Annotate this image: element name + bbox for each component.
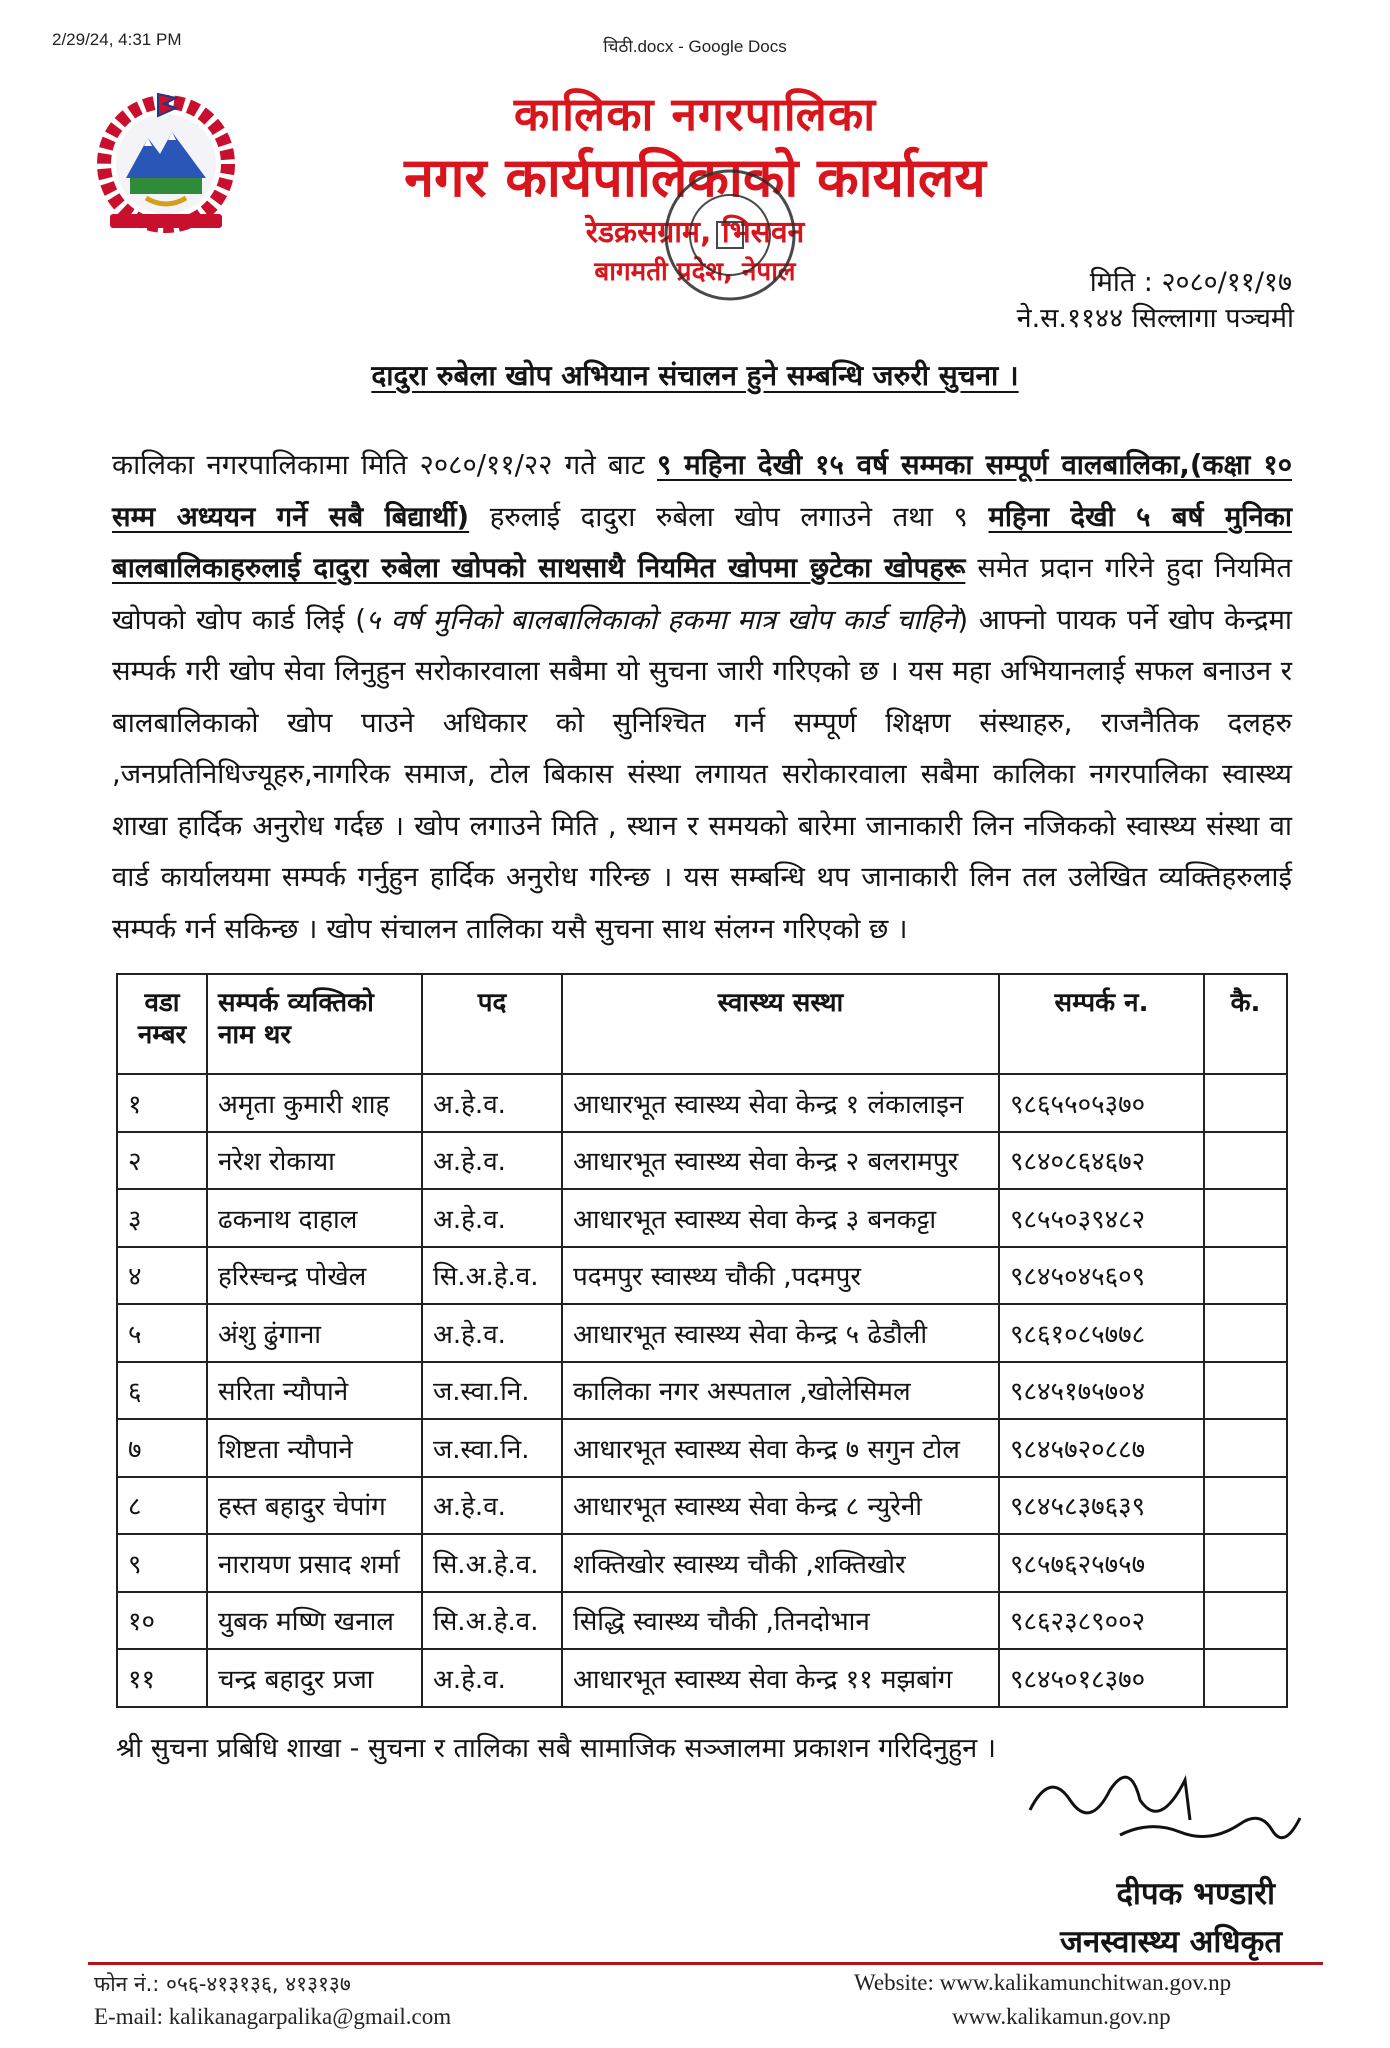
cell-remarks xyxy=(1204,1189,1287,1247)
cell-name: हस्त बहादुर चेपांग xyxy=(207,1477,422,1535)
cell-remarks xyxy=(1204,1649,1287,1707)
table-row xyxy=(117,1362,1287,1420)
cell-position: अ.हे.व. xyxy=(422,1304,562,1362)
cell-phone: ९८४५१७५७०४ xyxy=(999,1362,1204,1420)
table-row xyxy=(117,1074,1287,1132)
table-body xyxy=(117,1074,1287,1707)
cell-ward: ६ xyxy=(117,1362,207,1420)
table-row xyxy=(117,1649,1287,1707)
cell-ward: ७ xyxy=(117,1419,207,1477)
cell-phone: ९८४५७२०८८७ xyxy=(999,1419,1204,1477)
cell-name: हरिस्चन्द्र पोखेल xyxy=(207,1247,422,1305)
handwritten-signature xyxy=(1010,1740,1310,1860)
cell-phone: ९८४५०४५६०९ xyxy=(999,1247,1204,1305)
header-contact-name: सम्पर्क व्यक्तिको नाम थर xyxy=(207,974,422,1074)
table-row xyxy=(117,1534,1287,1592)
cell-remarks xyxy=(1204,1074,1287,1132)
cell-facility: आधारभूत स्वास्थ्य सेवा केन्द्र ५ ढेडौली xyxy=(562,1304,999,1362)
table-row xyxy=(117,1247,1287,1305)
cell-facility: पदमपुर स्वास्थ्य चौकी ,पदमपुर xyxy=(562,1247,999,1305)
header-ward-number: वडा नम्बर xyxy=(117,974,207,1074)
print-date: 2/29/24, 4:31 PM xyxy=(52,30,182,49)
cell-position: अ.हे.व. xyxy=(422,1132,562,1190)
footer-phone: फोन नं.: ०५६-४१३१३६, ४१३१३७ xyxy=(94,1972,351,1996)
cell-remarks xyxy=(1204,1592,1287,1650)
header-health-facility: स्वास्थ्य सस्था xyxy=(562,974,999,1074)
cell-name: नरेश रोकाया xyxy=(207,1132,422,1190)
table-header-row xyxy=(117,974,1287,1074)
table-row xyxy=(117,1477,1287,1535)
footer-website-secondary[interactable]: www.kalikamun.gov.np xyxy=(952,2004,1171,2029)
cell-remarks xyxy=(1204,1304,1287,1362)
cell-remarks xyxy=(1204,1362,1287,1420)
notice-subject: दादुरा रुबेला खोप अभियान संचालन हुने सम्बन्धि जरुरी सुचना । xyxy=(371,359,1019,392)
cell-position: अ.हे.व. xyxy=(422,1074,562,1132)
cell-position: अ.हे.व. xyxy=(422,1189,562,1247)
cell-phone: ९८६२३८९००२ xyxy=(999,1592,1204,1650)
table-row xyxy=(117,1419,1287,1477)
cell-ward: ९ xyxy=(117,1534,207,1592)
cell-name: शिष्टता न्यौपाने xyxy=(207,1419,422,1477)
cell-remarks xyxy=(1204,1534,1287,1592)
notice-body: कालिका नगरपालिकामा मिति २०८०/११/२२ गते बाट ९ महिना देखी १५ वर्ष सम्मका सम्पूर्ण वालबालिका,(कक्षा १० सम्म अध्ययन गर्ने सबै बिद्यार्थी) हरुलाई दादुरा रुबेला खोप लगाउने तथा ९ महिना देखी ५ बर्ष मुनिका बालबालिकाहरुलाई दादुरा रुबेला खोपको साथसाथै नियमित खोपमा छुटेका खोपहरू समेत प्रदान गरिने हुदा नियमित खोपको खोप कार्ड लिई (५ वर्ष मुनिको बालबालिकाको हकमा मात्र खोप कार्ड चाहिने) आफ्नो पायक पर्ने खोप केन्द्रमा सम्पर्क गरी खोप सेवा लिनुहुन सरोकारवाला सबैमा यो सुचना जारी गरिएको छ । यस महा अभियानलाई सफल बनाउन र बालबालिकाको खोप पाउने अधिकार को सुनिश्चित गर्न सम्पूर्ण शिक्षण संस्थाहरु, राजनैतिक दलहरु ,जनप्रतिनिधिज्यूहरु,नागरिक समाज, टोल बिकास संस्था लगायत सरोकारवाला सबैमा कालिका नगरपालिका स्वास्थ्य शाखा हार्दिक अनुरोध गर्दछ । खोप लगाउने मिति , स्थान र समयको बारेमा जानाकारी लिन नजिकको स्वास्थ्य संस्था वा वार्ड कार्यालयमा सम्पर्क गर्नुहुन हार्दिक अनुरोध गरिन्छ । यस सम्बन्धि थप जानाकारी लिन तल उलेखित व्यक्तिहरुलाई सम्पर्क गर्न सकिन्छ । खोप संचालन तालिका यसै सुचना साथ संलग्न गरिएको छ । xyxy=(112,449,1293,945)
nepal-sambat-date: ने.स.११४४ सिल्लागा पञ्चमी xyxy=(1016,303,1294,334)
footer-email[interactable]: E-mail: kalikanagarpalika@gmail.com xyxy=(94,2004,452,2029)
cell-position: अ.हे.व. xyxy=(422,1477,562,1535)
office-province: बागमती प्रदेश, नेपाल xyxy=(594,257,796,287)
footer-website-primary[interactable]: Website: www.kalikamunchitwan.gov.np xyxy=(854,1970,1232,1995)
cell-name: अंशु ढुंगाना xyxy=(207,1304,422,1362)
office-address: रेडक्रसग्राम, भिसवन xyxy=(585,215,805,250)
cell-phone: ९८६१०८५७७८ xyxy=(999,1304,1204,1362)
office-seal-stamp xyxy=(655,160,805,310)
org-name: कालिका नगरपालिका xyxy=(513,87,877,141)
cell-remarks xyxy=(1204,1247,1287,1305)
cell-position: सि.अ.हे.व. xyxy=(422,1592,562,1650)
cell-position: सि.अ.हे.व. xyxy=(422,1247,562,1305)
cell-name: नारायण प्रसाद शर्मा xyxy=(207,1534,422,1592)
cell-phone: ९८५५०३९४८२ xyxy=(999,1189,1204,1247)
footer-divider xyxy=(88,1962,1323,1965)
print-title: चिठी.docx - Google Docs xyxy=(603,37,787,56)
cell-ward: ११ xyxy=(117,1649,207,1707)
letter-date: मिति : २०८०/११/१७ xyxy=(1089,267,1292,298)
header-contact-number: सम्पर्क न. xyxy=(999,974,1204,1074)
table-row xyxy=(117,1304,1287,1362)
officer-title: जनस्वास्थ्य अधिकृत xyxy=(1060,1924,1282,1960)
cell-name: सरिता न्यौपाने xyxy=(207,1362,422,1420)
cell-facility: कालिका नगर अस्पताल ,खोलेसिमल xyxy=(562,1362,999,1420)
table-row xyxy=(117,1592,1287,1650)
cell-ward: १० xyxy=(117,1592,207,1650)
table-row xyxy=(117,1189,1287,1247)
cell-facility: आधारभूत स्वास्थ्य सेवा केन्द्र ८ न्युरेनी xyxy=(562,1477,999,1535)
cell-facility: शक्तिखोर स्वास्थ्य चौकी ,शक्तिखोर xyxy=(562,1534,999,1592)
cell-position: सि.अ.हे.व. xyxy=(422,1534,562,1592)
office-name: नगर कार्यपालिकाको कार्यालय xyxy=(404,146,986,209)
cell-ward: २ xyxy=(117,1132,207,1190)
table-row xyxy=(117,1132,1287,1190)
instruction-note: श्री सुचना प्रबिधि शाखा - सुचना र तालिका सबै सामाजिक सञ्जालमा प्रकाशन गरिदिनुहुन । xyxy=(116,1733,997,1764)
cell-phone: ९८४०८६४६७२ xyxy=(999,1132,1204,1190)
cell-name: ढकनाथ दाहाल xyxy=(207,1189,422,1247)
cell-phone: ९८६५५०५३७० xyxy=(999,1074,1204,1132)
cell-ward: ८ xyxy=(117,1477,207,1535)
cell-position: ज.स्वा.नि. xyxy=(422,1362,562,1420)
cell-ward: १ xyxy=(117,1074,207,1132)
cell-name: अमृता कुमारी शाह xyxy=(207,1074,422,1132)
header-remarks: कै. xyxy=(1204,974,1287,1074)
cell-phone: ९८४५८३७६३९ xyxy=(999,1477,1204,1535)
header-position: पद xyxy=(422,974,562,1074)
cell-phone: ९८५७६२५७५७ xyxy=(999,1534,1204,1592)
cell-facility: आधारभूत स्वास्थ्य सेवा केन्द्र २ बलरामपुर xyxy=(562,1132,999,1190)
cell-remarks xyxy=(1204,1132,1287,1190)
cell-ward: ५ xyxy=(117,1304,207,1362)
cell-name: युबक मष्णि खनाल xyxy=(207,1592,422,1650)
officer-name: दीपक भण्डारी xyxy=(1116,1876,1275,1912)
contact-table xyxy=(116,973,1288,1708)
cell-ward: ३ xyxy=(117,1189,207,1247)
cell-facility: आधारभूत स्वास्थ्य सेवा केन्द्र ७ सगुन टोल xyxy=(562,1419,999,1477)
cell-facility: आधारभूत स्वास्थ्य सेवा केन्द्र ११ मझबांग xyxy=(562,1649,999,1707)
cell-remarks xyxy=(1204,1419,1287,1477)
cell-remarks xyxy=(1204,1477,1287,1535)
cell-facility: आधारभूत स्वास्थ्य सेवा केन्द्र ३ बनकट्टा xyxy=(562,1189,999,1247)
cell-ward: ४ xyxy=(117,1247,207,1305)
cell-facility: आधारभूत स्वास्थ्य सेवा केन्द्र १ लंकालाइन xyxy=(562,1074,999,1132)
cell-name: चन्द्र बहादुर प्रजा xyxy=(207,1649,422,1707)
cell-position: अ.हे.व. xyxy=(422,1649,562,1707)
cell-position: ज.स्वा.नि. xyxy=(422,1419,562,1477)
cell-phone: ९८४५०१८३७० xyxy=(999,1649,1204,1707)
cell-facility: सिद्धि स्वास्थ्य चौकी ,तिनदोभान xyxy=(562,1592,999,1650)
